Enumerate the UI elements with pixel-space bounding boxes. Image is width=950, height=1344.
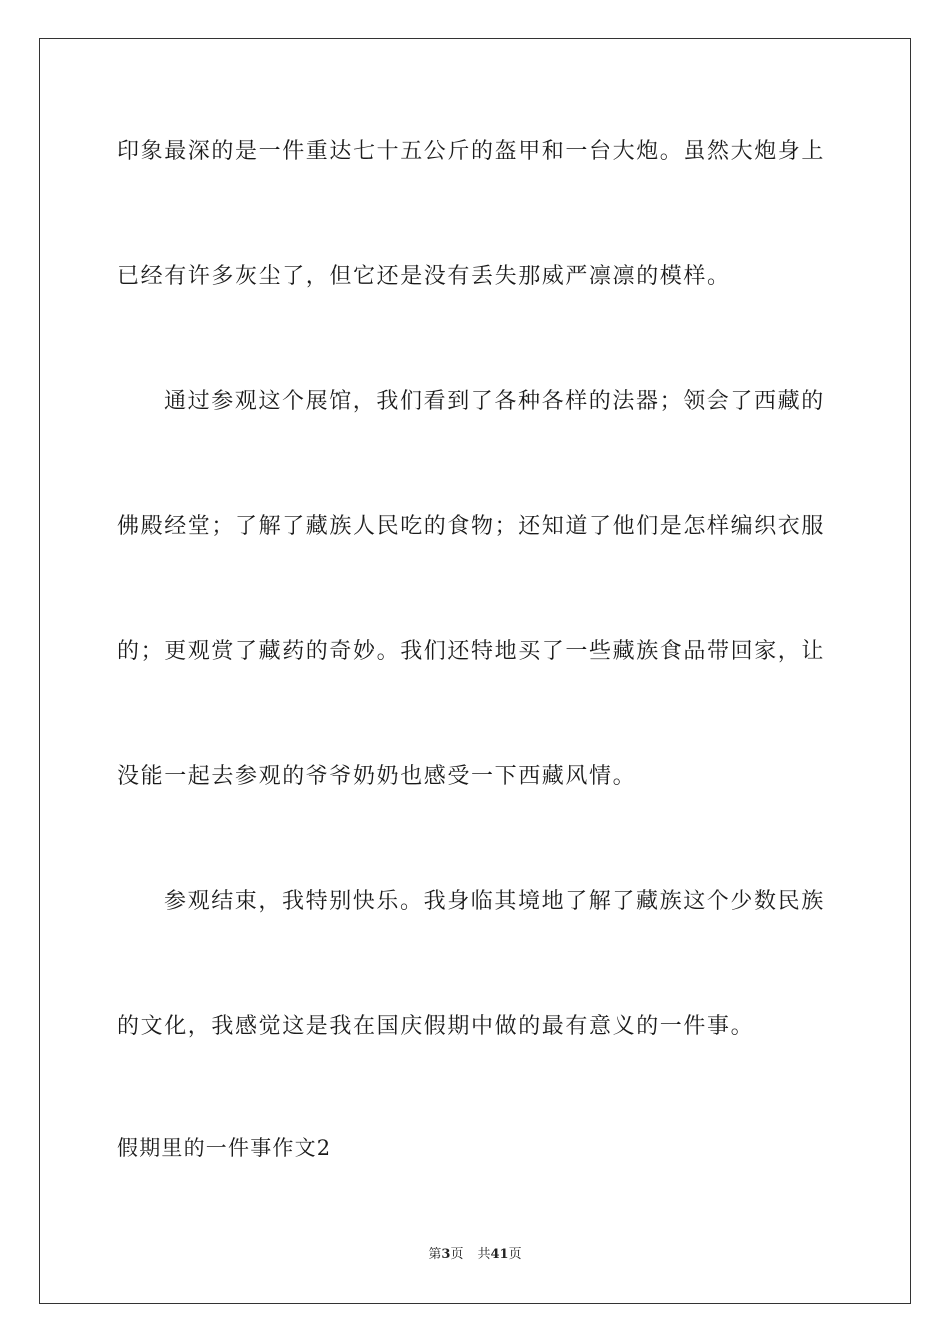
paragraph-line: 印象最深的是一件重达七十五公斤的盔甲和一台大炮。虽然大炮身上 <box>117 139 826 164</box>
paragraph-line: 的文化，我感觉这是我在国庆假期中做的最有意义的一件事。 <box>117 1014 755 1039</box>
page-border <box>39 38 911 1304</box>
paragraph-line-indented: 参观结束，我特别快乐。我身临其境地了解了藏族这个少数民族 <box>164 889 825 914</box>
total-prefix: 共 <box>477 1247 491 1262</box>
total-pages: 41 <box>490 1247 509 1262</box>
paragraph-line: 的；更观赏了藏药的奇妙。我们还特地买了一些藏族食品带回家，让 <box>117 639 826 664</box>
page-suffix: 页 <box>450 1247 464 1262</box>
paragraph-line: 已经有许多灰尘了，但它还是没有丢失那威严凛凛的模样。 <box>117 264 731 289</box>
total-suffix: 页 <box>508 1247 522 1262</box>
page-footer <box>0 1246 950 1264</box>
paragraph-line: 没能一起去参观的爷爷奶奶也感受一下西藏风情。 <box>117 764 637 789</box>
paragraph-line: 佛殿经堂；了解了藏族人民吃的食物；还知道了他们是怎样编织衣服 <box>117 514 826 539</box>
page-prefix: 第 <box>428 1247 442 1262</box>
paragraph-line-indented: 通过参观这个展馆，我们看到了各种各样的法器；领会了西藏的 <box>164 389 825 414</box>
page-number: 3 <box>441 1247 451 1262</box>
section-heading: 假期里的一件事作文2 <box>117 1136 332 1160</box>
